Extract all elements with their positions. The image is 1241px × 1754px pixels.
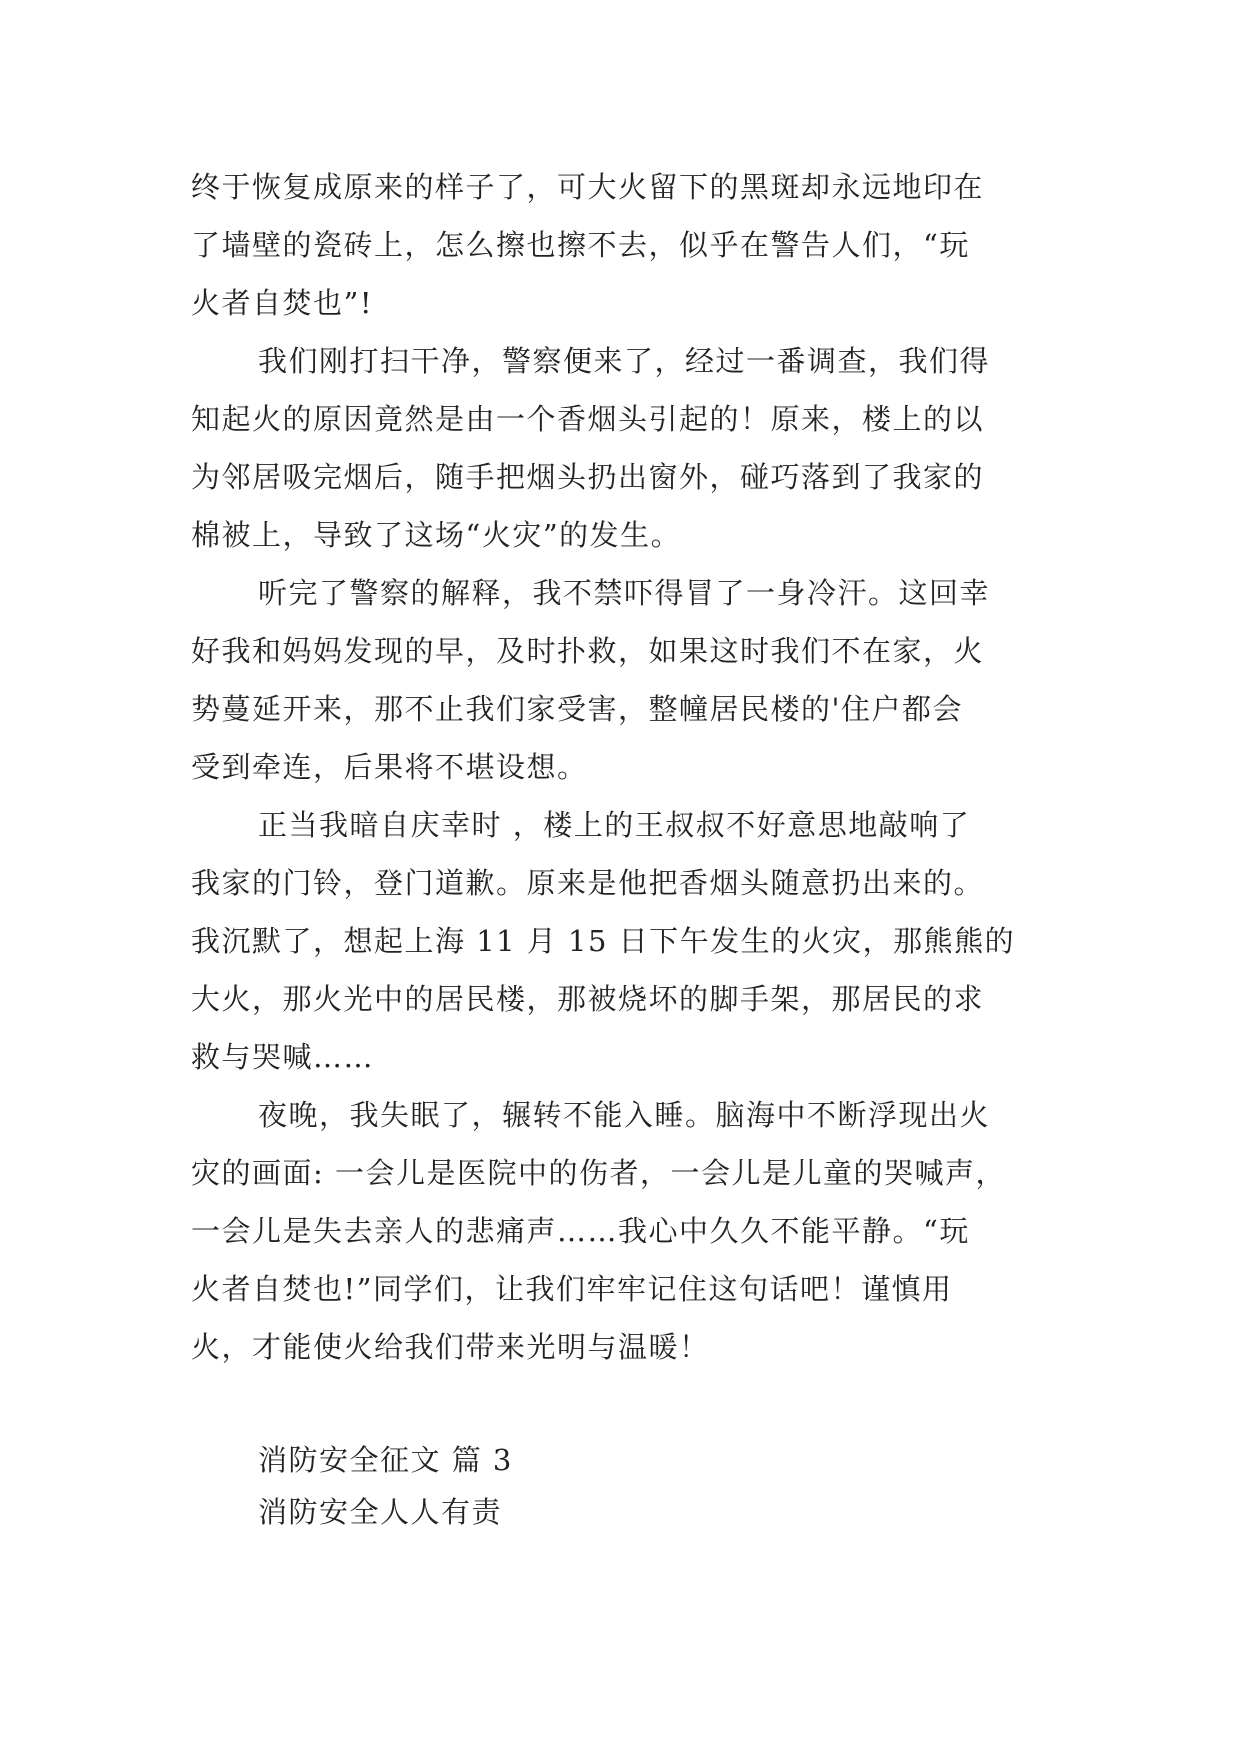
text-line: 棉被上，导致了这场“火灾”的发生。 [191,518,682,552]
text-line: 正当我暗自庆幸时 ，楼上的王叔叔不好意思地敲响了 [258,808,971,842]
text-line: 了墙壁的瓷砖上，怎么擦也擦不去，似乎在警告人们，“玩 [191,228,970,262]
text-line: 救与哭喊…… [191,1040,375,1074]
section-header [191,1434,1063,1538]
text-line: 为邻居吸完烟后，随手把烟头扔出窗外，碰巧落到了我家的 [191,460,985,494]
section-subtitle: 消防安全人人有责 [258,1495,503,1529]
text-line: 火，才能使火给我们带来光明与温暖！ [191,1330,710,1364]
text-line: 听完了警察的解释，我不禁吓得冒了一身冷汗。这回幸 [258,576,991,610]
text-line: 我沉默了，想起上海 11 月 15 日下午发生的火灾，那熊熊的 [191,924,1016,958]
document-body [191,158,1063,1538]
text-line: 知起火的原因竟然是由一个香烟头引起的！原来，楼上的以 [191,402,985,436]
paragraph [191,796,1063,1086]
section-spacer [191,1376,1063,1434]
text-line: 终于恢复成原来的样子了，可大火留下的黑斑却永远地印在 [191,170,985,204]
text-line: 火者自焚也”! [191,286,373,320]
text-line: 一会儿是失去亲人的悲痛声……我心中久久不能平静。“玩 [191,1214,970,1248]
text-line: 势蔓延开来，那不止我们家受害，整幢居民楼的'住户都会 [191,692,963,726]
text-line: 灾的画面: 一会儿是医院中的伤者，一会儿是儿童的哭喊声， [191,1156,1006,1190]
paragraph [191,332,1063,564]
section-heading: 消防安全征文 篇 3 [258,1443,513,1477]
text-line: 火者自焚也!”同学们，让我们牢牢记住这句话吧！谨慎用 [191,1272,953,1306]
text-line: 好我和妈妈发现的早，及时扑救，如果这时我们不在家，火 [191,634,985,668]
paragraph [191,1086,1063,1376]
text-line: 我家的门铃，登门道歉。原来是他把香烟头随意扔出来的。 [191,866,985,900]
text-line: 受到牵连，后果将不堪设想。 [191,750,588,784]
text-line: 大火，那火光中的居民楼，那被烧坏的脚手架，那居民的求 [191,982,985,1016]
paragraph [191,158,1063,332]
text-line: 夜晚，我失眠了，辗转不能入睡。脑海中不断浮现出火 [258,1098,991,1132]
paragraph [191,564,1063,796]
text-line: 我们刚打扫干净，警察便来了，经过一番调查，我们得 [258,344,991,378]
